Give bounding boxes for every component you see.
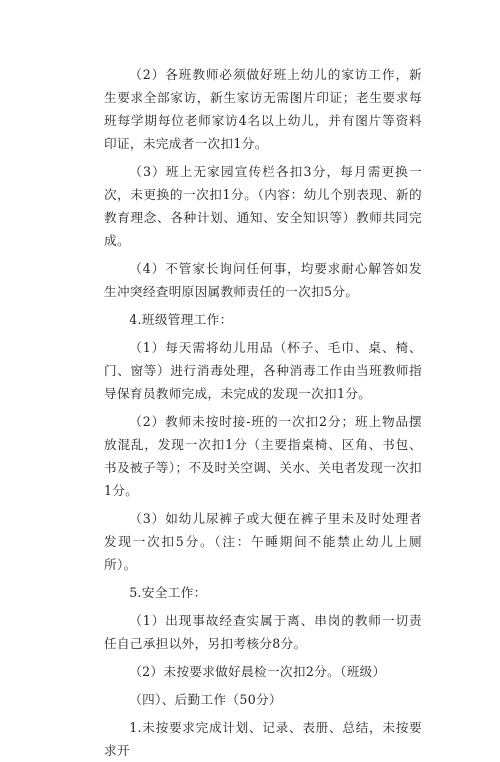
document-body: [104, 63, 422, 762]
paragraph-logistics-item-1: 1.未按要求完成计划、记录、表册、总结，未按要求开: [104, 720, 422, 758]
paragraph-shift-handover: （2）教师未按时接-班的一次扣2分；班上物品摆放混乱，发现一次扣1分（主要指桌椅、区角、书包、书及被子等）；不及时关空调、关水、关电者发现一次扣1分。: [104, 414, 422, 498]
paragraph-morning-check: （2）未按要求做好晨检一次扣2分。（班级）: [129, 664, 386, 679]
paragraph-disinfection: （1）每天需将幼儿用品（杯子、毛巾、桌、椅、门、窗等）进行消毒处理，各种消毒工作由当班教师指导保育员教师完成，未完成的发现一次扣1分。: [104, 340, 422, 401]
paragraph-home-visits: （2）各班教师必须做好班上幼儿的家访工作，新生要求全部家访，新生家访无需图片印证；老生要求每班每学期每位老师家访4名以上幼儿，并有图片等资料印证，未完成者一次扣1分。: [104, 67, 422, 151]
section-heading-safety: 5.安全工作：: [129, 585, 207, 600]
paragraph-parent-inquiries: （4）不管家长询问任何事，均要求耐心解答如发生冲突经查明原因属教师责任的一次扣5分。: [104, 261, 422, 299]
paragraph-accident-responsibility: （1）出现事故经查实属于离、串岗的教师一切责任自己承担以外，另扣考核分8分。: [104, 613, 422, 651]
paragraph-bulletin-board: （3）班上无家园宣传栏各扣3分，每月需更换一次，未更换的一次扣1分。（内容：幼儿个别表现、新的教育理念、各种计划、通知、安全知识等）教师共同完成。: [104, 164, 422, 248]
paragraph-toileting: （3）如幼儿尿裤子或大便在裤子里未及时处理者发现一次扣5分。（注：午睡期间不能禁止幼儿上厕所）。: [104, 511, 422, 572]
section-heading-class-management: 4.班级管理工作：: [129, 312, 233, 327]
section-heading-logistics: （四）、后勤工作（50分）: [129, 692, 282, 707]
